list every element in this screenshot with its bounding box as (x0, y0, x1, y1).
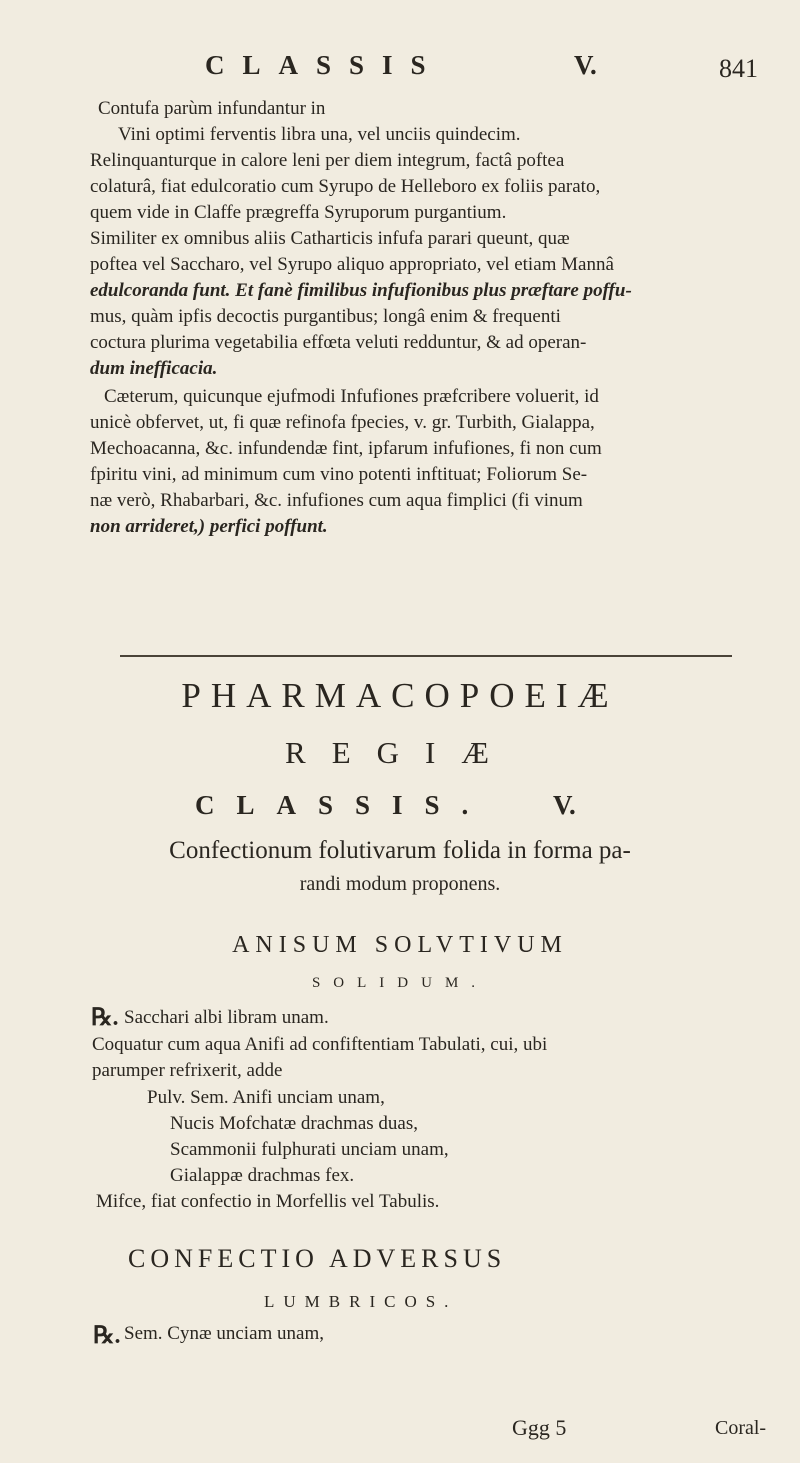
text-line: edulcoranda funt. Et fanè fimilibus infufionibus plus præftare poffu- (90, 280, 632, 301)
running-head-title: CLASSIS (205, 50, 444, 80)
recipe-line: Pulv. Sem. Anifi unciam unam, (147, 1087, 385, 1108)
class-heading: CLASSIS. (195, 790, 491, 820)
recipe-line: Gialappæ drachmas fex. (170, 1165, 355, 1186)
text-line: coctura plurima vegetabilia effœta veluti redduntur, & ad operan- (90, 332, 587, 353)
catchword: Coral- (715, 1417, 767, 1439)
recipe-line: Mifce, fiat confectio in Morfellis vel Tabulis. (96, 1191, 440, 1212)
section-subtitle: REGIÆ (285, 735, 515, 770)
text-line: Similiter ex omnibus aliis Catharticis infufa parari queunt, quæ (90, 228, 570, 249)
running-head-class-number: V. (574, 50, 597, 80)
text-line: Vini optimi ferventis libra una, vel unciis quindecim. (118, 124, 521, 145)
recipe-subtitle: SOLIDUM. (311, 975, 489, 991)
page-number: 841 (719, 54, 758, 83)
recipe-symbol: ℞. (93, 1323, 121, 1349)
text-line: Cæterum, quicunque ejufmodi Infufiones præfcribere voluerit, id (104, 386, 599, 407)
text-line: Mechoacanna, &c. infundendæ fint, ipfarum infufiones, fi non cum (90, 438, 602, 459)
recipe-line: Coquatur cum aqua Anifi ad confiftentiam Tabulati, cui, ubi (92, 1034, 548, 1055)
running-head (0, 50, 800, 90)
text-line: non arrideret,) perfici poffunt. (90, 516, 328, 537)
text-line: dum inefficacia. (90, 358, 218, 379)
recipe-line: parumper refrixerit, adde (92, 1060, 283, 1081)
signature-mark: Ggg 5 (512, 1415, 567, 1440)
section-description: randi modum proponens. (299, 873, 501, 895)
recipe-subtitle: LUMBRICOS. (264, 1292, 458, 1311)
class-heading-number: V. (553, 790, 576, 820)
text-line: unicè obfervet, ut, fi quæ refinofa fpecies, v. gr. Turbith, Gialappa, (90, 412, 595, 433)
recipe-line: Sem. Cynæ unciam unam, (124, 1323, 325, 1344)
recipe-title: ANISUM SOLVTIVUM (232, 932, 568, 958)
recipe-line: Scammonii fulphurati unciam unam, (170, 1139, 449, 1160)
recipe-line: Nucis Mofchatæ drachmas duas, (170, 1113, 418, 1134)
section-description: Confectionum folutivarum folida in forma pa- (169, 837, 631, 864)
text-line: quem vide in Claffe prægreffa Syruporum purgantium. (90, 202, 507, 223)
text-line: Contufa parùm infundantur in (98, 98, 326, 119)
recipe-symbol: ℞. (91, 1005, 119, 1031)
recipe-line: Sacchari albi libram unam. (124, 1007, 329, 1028)
text-line: Relinquanturque in calore leni per diem integrum, factâ poftea (90, 150, 565, 171)
text-line: næ verò, Rhabarbari, &c. infufiones cum aqua fimplici (fi vinum (90, 490, 583, 511)
section-divider (120, 655, 732, 657)
section-title: PHARMACOPOEIÆ (181, 676, 619, 715)
text-line: colaturâ, fiat edulcoratio cum Syrupo de Helleboro ex foliis parato, (90, 176, 601, 197)
recipe-title: CONFECTIO ADVERSUS (128, 1244, 507, 1273)
text-line: mus, quàm ipfis decoctis purgantibus; longâ enim & frequenti (90, 306, 561, 327)
text-line: poftea vel Saccharo, vel Syrupo aliquo appropriato, vel etiam Mannâ (90, 254, 614, 275)
text-line: fpiritu vini, ad minimum cum vino potenti inftituat; Foliorum Se- (90, 464, 588, 485)
